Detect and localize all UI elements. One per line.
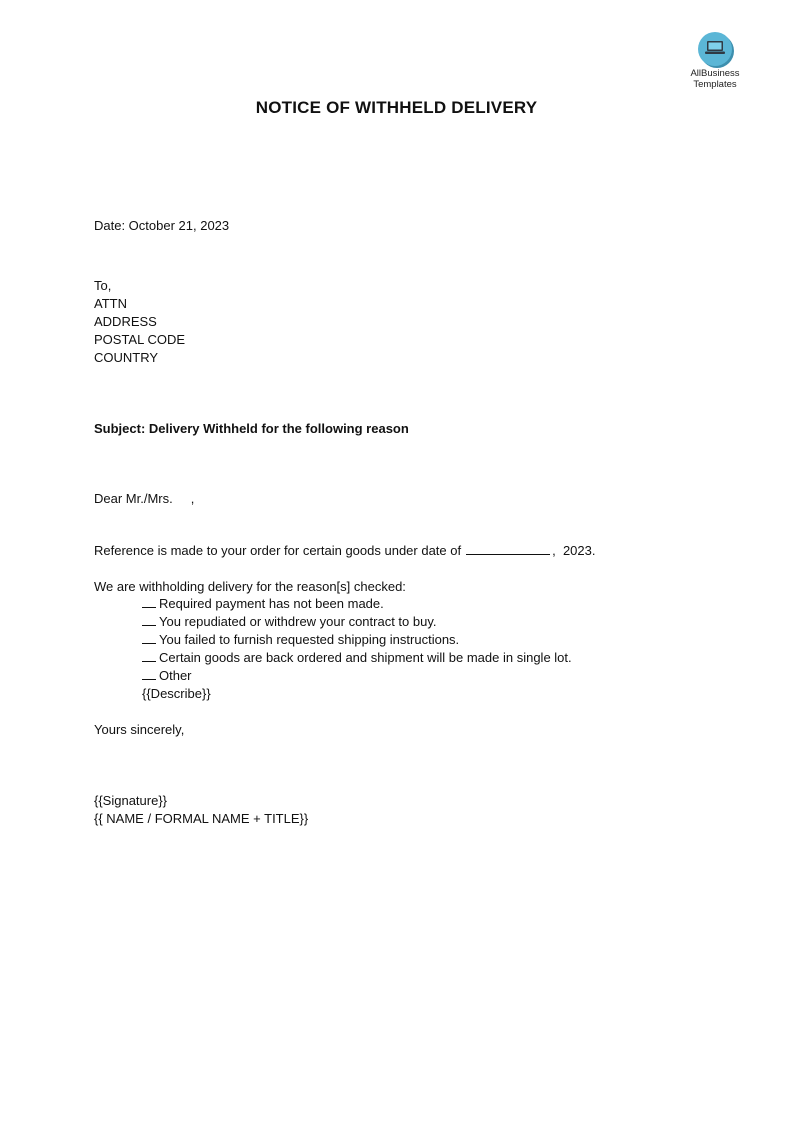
- laptop-icon: [698, 32, 732, 66]
- reason-checkbox: [142, 667, 156, 680]
- document-title: NOTICE OF WITHHELD DELIVERY: [255, 98, 538, 117]
- reason-checkbox: [142, 649, 156, 662]
- reason-item: [142, 613, 437, 631]
- closing: Yours sincerely,: [94, 722, 185, 737]
- date-line: Date: October 21, 2023: [94, 218, 230, 233]
- reason-label: Other: [159, 668, 192, 683]
- reason-checkbox: [142, 631, 156, 644]
- signature-placeholder: {{Signature}}: [94, 793, 168, 808]
- reason-item: [142, 667, 192, 685]
- subject-line: Subject: Delivery Withheld for the following reason: [94, 421, 409, 436]
- address-country: COUNTRY: [94, 350, 159, 365]
- address-attn: ATTN: [94, 296, 127, 311]
- reason-label: Required payment has not been made.: [159, 596, 384, 611]
- logo-text-line2: Templates: [693, 79, 737, 90]
- withholding-intro: We are withholding delivery for the reason[s] checked:: [94, 579, 406, 594]
- address-postal-code: POSTAL CODE: [94, 332, 186, 347]
- address-to: To,: [94, 278, 112, 293]
- reference-paragraph: [94, 542, 595, 560]
- name-title-placeholder: {{ NAME / FORMAL NAME + TITLE}}: [94, 811, 309, 826]
- reason-checkbox: [142, 613, 156, 626]
- reason-item: [142, 649, 572, 667]
- reason-item: [142, 595, 384, 613]
- reference-text: Reference is made to your order for certain goods under date of: [94, 543, 462, 558]
- reason-label: Certain goods are back ordered and shipment will be made in single lot.: [159, 650, 572, 665]
- reason-label: You repudiated or withdrew your contract to buy.: [159, 614, 437, 629]
- date-blank: [466, 542, 550, 555]
- reason-label: You failed to furnish requested shipping instructions.: [159, 632, 460, 647]
- address-street: ADDRESS: [94, 314, 157, 329]
- reference-year: , 2023.: [552, 543, 596, 558]
- brand-logo: [680, 32, 750, 90]
- greeting: Dear Mr./Mrs. ,: [94, 491, 195, 506]
- reason-checkbox: [142, 595, 156, 608]
- describe-placeholder: {{Describe}}: [142, 686, 211, 701]
- reason-item: [142, 631, 459, 649]
- logo-text-line1: AllBusiness: [690, 68, 740, 79]
